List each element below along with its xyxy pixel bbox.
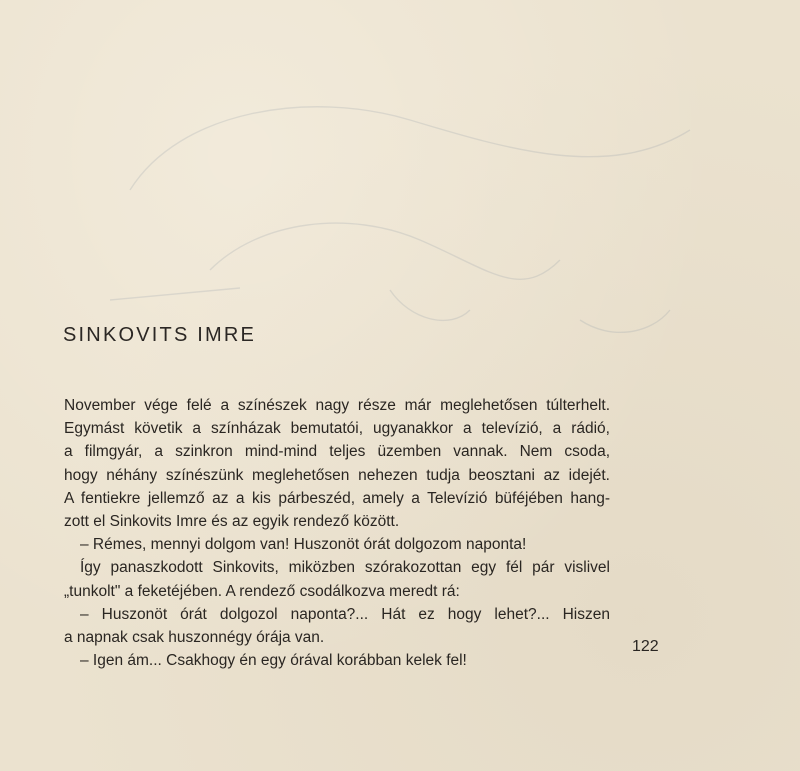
- article-heading: SINKOVITS IMRE: [63, 324, 257, 346]
- body-line: a napnak csak huszonnégy órája van.: [64, 628, 325, 646]
- body-line: November vége felé a színészek nagy része már meglehetősen túlterhelt.: [64, 397, 610, 414]
- article-body: [64, 394, 610, 672]
- body-line: „tunkolt" a feketéjében. A rendező csodálkozva meredt rá:: [64, 582, 460, 600]
- body-line: a filmgyár, a szinkron mind-mind teljes üzemben vannak. Nem csoda,: [64, 443, 610, 461]
- page-number: 122: [632, 638, 659, 655]
- body-line: zott el Sinkovits Imre és az egyik rendező között.: [64, 512, 400, 530]
- body-line: A fentiekre jellemző az a kis párbeszéd, amely a Televízió büféjében hang-: [64, 489, 610, 507]
- dialogue-line: – Rémes, mennyi dolgom van! Huszonöt órát dolgozom naponta!: [80, 536, 527, 554]
- body-line: Egymást követik a színházak bemutatói, ugyanakkor a televízió, a rádió,: [64, 420, 610, 438]
- body-line: Így panaszkodott Sinkovits, miközben szórakozottan egy fél pár vislivel: [80, 559, 610, 577]
- dialogue-line: – Huszonöt órát dolgozol naponta?... Hát ez hogy lehet?... Hiszen: [80, 605, 610, 623]
- body-line: hogy néhány színészünk meglehetősen nehezen tudja beosztani az idejét.: [64, 466, 610, 484]
- dialogue-line: – Igen ám... Csakhogy én egy órával korábban kelek fel!: [80, 652, 467, 670]
